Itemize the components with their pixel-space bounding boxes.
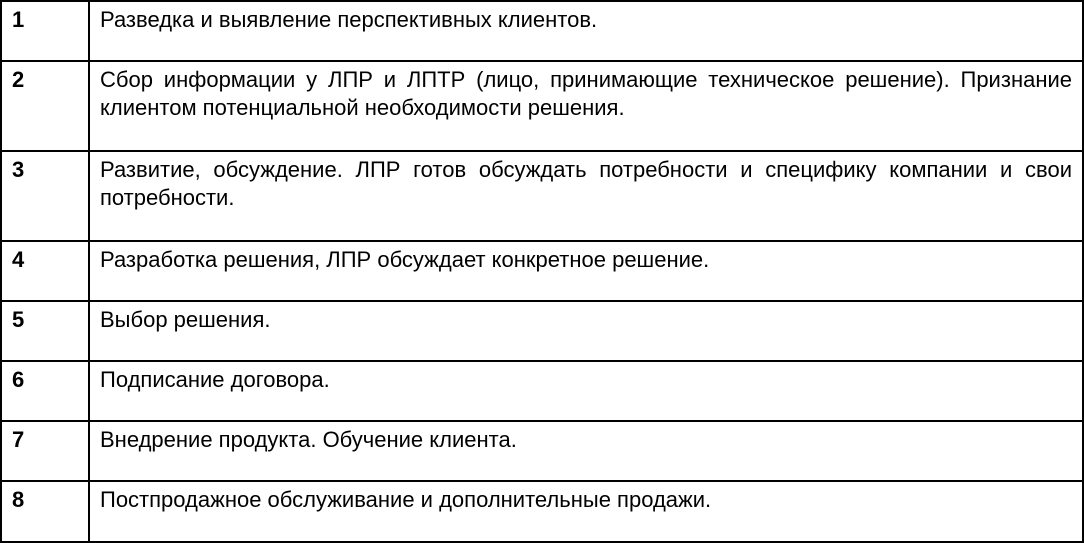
stage-description: Внедрение продукта. Обучение клиента. — [89, 421, 1083, 481]
stage-number: 1 — [1, 1, 89, 61]
table-row — [1, 1, 1083, 61]
stage-description: Разработка решения, ЛПР обсуждает конкретное решение. — [89, 241, 1083, 301]
stage-description: Постпродажное обслуживание и дополнительные продажи. — [89, 481, 1083, 542]
table-row — [1, 481, 1083, 542]
stage-description: Развитие, обсуждение. ЛПР готов обсуждать потребности и специфику компании и свои потребности. — [89, 151, 1083, 241]
stage-number: 2 — [1, 61, 89, 151]
stage-number: 7 — [1, 421, 89, 481]
stage-description: Сбор информации у ЛПР и ЛПТР (лицо, принимающие техническое решение). Признание клиентом потенциальной необходимости решения. — [89, 61, 1083, 151]
table-row — [1, 301, 1083, 361]
stage-description: Разведка и выявление перспективных клиентов. — [89, 1, 1083, 61]
table-row — [1, 61, 1083, 151]
stage-number: 8 — [1, 481, 89, 542]
stage-number: 3 — [1, 151, 89, 241]
stage-description: Выбор решения. — [89, 301, 1083, 361]
table-row — [1, 241, 1083, 301]
stage-number: 5 — [1, 301, 89, 361]
table-row — [1, 361, 1083, 421]
table-row — [1, 421, 1083, 481]
stage-number: 6 — [1, 361, 89, 421]
table-row — [1, 151, 1083, 241]
stage-description: Подписание договора. — [89, 361, 1083, 421]
stage-number: 4 — [1, 241, 89, 301]
